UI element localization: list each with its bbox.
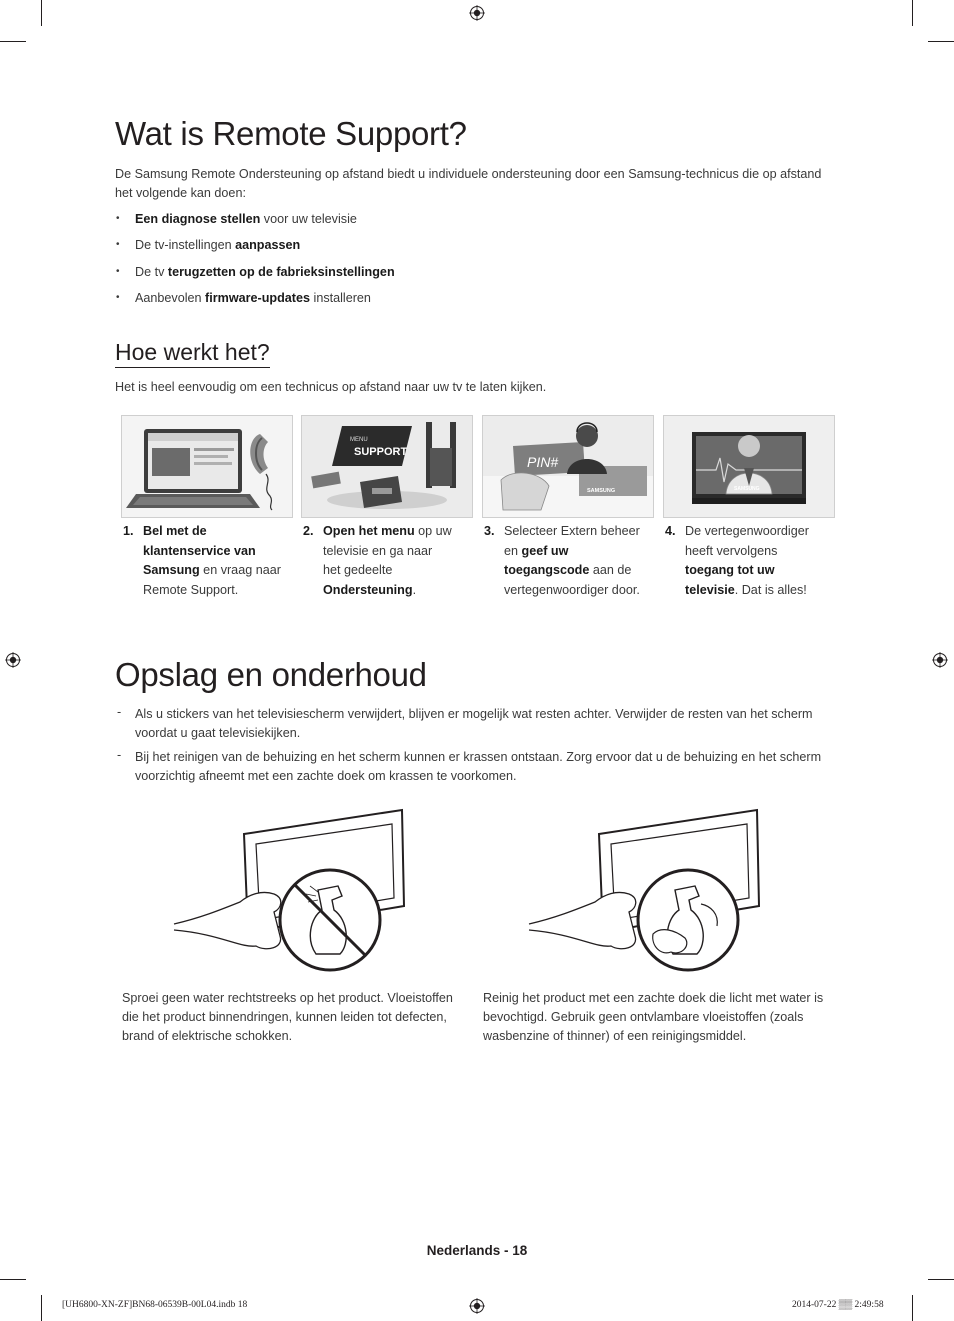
pin-code-thumbnail [482,415,654,518]
print-timestamp: 2014-07-22 ▒▒ 2:49:58 [792,1300,884,1310]
pin-label: PIN# [527,454,559,470]
crop-mark [0,41,26,42]
crop-mark [0,1279,26,1280]
caption-soft-cloth: Reinig het product met een zachte doek die licht met water is bevochtigd. Gebruik geen ontvlambare vloeistoffen (zoals wasbenzine of thinner) of een reinigingsmiddel. [483,991,824,1043]
list-item: • Een diagnose stellen voor uw televisie [135,212,357,226]
list-item: Bij het reinigen van de behuizing en het scherm kunnen er krassen ontstaan. Zorg ervoor dat u de behuizing en het scherm voorzichtig afneemt met een zachte doek om krassen te voorkomen. [135,750,822,783]
crop-mark [912,0,913,26]
menu-label: MENU [350,437,368,443]
list-item: • De tv terugzetten op de fabrieksinstellingen [135,265,395,279]
step-4: 4. De vertegenwoordiger heeft vervolgens toegang tot uw televisie. Dat is alles! [665,524,809,597]
soft-cloth-illustration [525,806,765,972]
support-label: SUPPORT [354,446,408,458]
crop-mark [41,1295,42,1321]
list-item: • Aanbevolen firmware-updates installeren [135,291,371,305]
page-number: Nederlands - 18 [426,1243,528,1258]
brand-label: SAMSUNG [734,486,760,492]
support-menu-thumbnail [301,415,473,518]
section-intro: Het is heel eenvoudig om een technicus op afstand naar uw tv te laten kijken. [115,380,547,394]
no-spray-illustration [170,806,410,972]
step-1: 1. Bel met de klantenservice van Samsung en vraag naar Remote Support. [123,524,281,597]
intro-paragraph: De Samsung Remote Ondersteuning op afstand biedt u individuele ondersteuning door een Samsung-technicus die op afstand het volgende kan doen: [115,167,822,200]
list-item: Als u stickers van het televisiescherm verwijdert, blijven er mogelijk wat resten achter. Verwijder de resten van het scherm voordat u gaat televisiekijken. [135,707,813,740]
crop-mark [912,1295,913,1321]
registration-mark-icon [469,5,485,21]
brand-label: SAMSUNG [587,488,616,494]
crop-mark [928,41,954,42]
caption-no-spray: Sproei geen water rechtstreeks op het product. Vloeistoffen die het product binnendringen, kunnen leiden tot defecten, brand of elektrische schokken. [122,991,453,1043]
registration-mark-icon [932,652,948,668]
registration-mark-icon [5,652,21,668]
tv-technician-thumbnail [663,415,835,518]
step-2: 2. Open het menu op uw televisie en ga naar het gedeelte Ondersteuning. [303,524,452,597]
registration-mark-icon [469,1298,485,1314]
step-3: 3. Selecteer Extern beheer en geef uw toegangscode aan de vertegenwoordiger door. [484,524,640,597]
laptop-phone-thumbnail [121,415,293,518]
crop-mark [41,0,42,26]
crop-mark [928,1279,954,1280]
section-title: Opslag en onderhoud [115,656,427,693]
list-item: • De tv-instellingen aanpassen [135,238,300,252]
file-tag: [UH6800-XN-ZF]BN68-06539B-00L04.indb 18 [62,1300,248,1310]
section-heading [115,339,270,368]
section-heading-text: Hoe werkt het? [115,339,270,365]
page-title: Wat is Remote Support? [115,115,467,152]
